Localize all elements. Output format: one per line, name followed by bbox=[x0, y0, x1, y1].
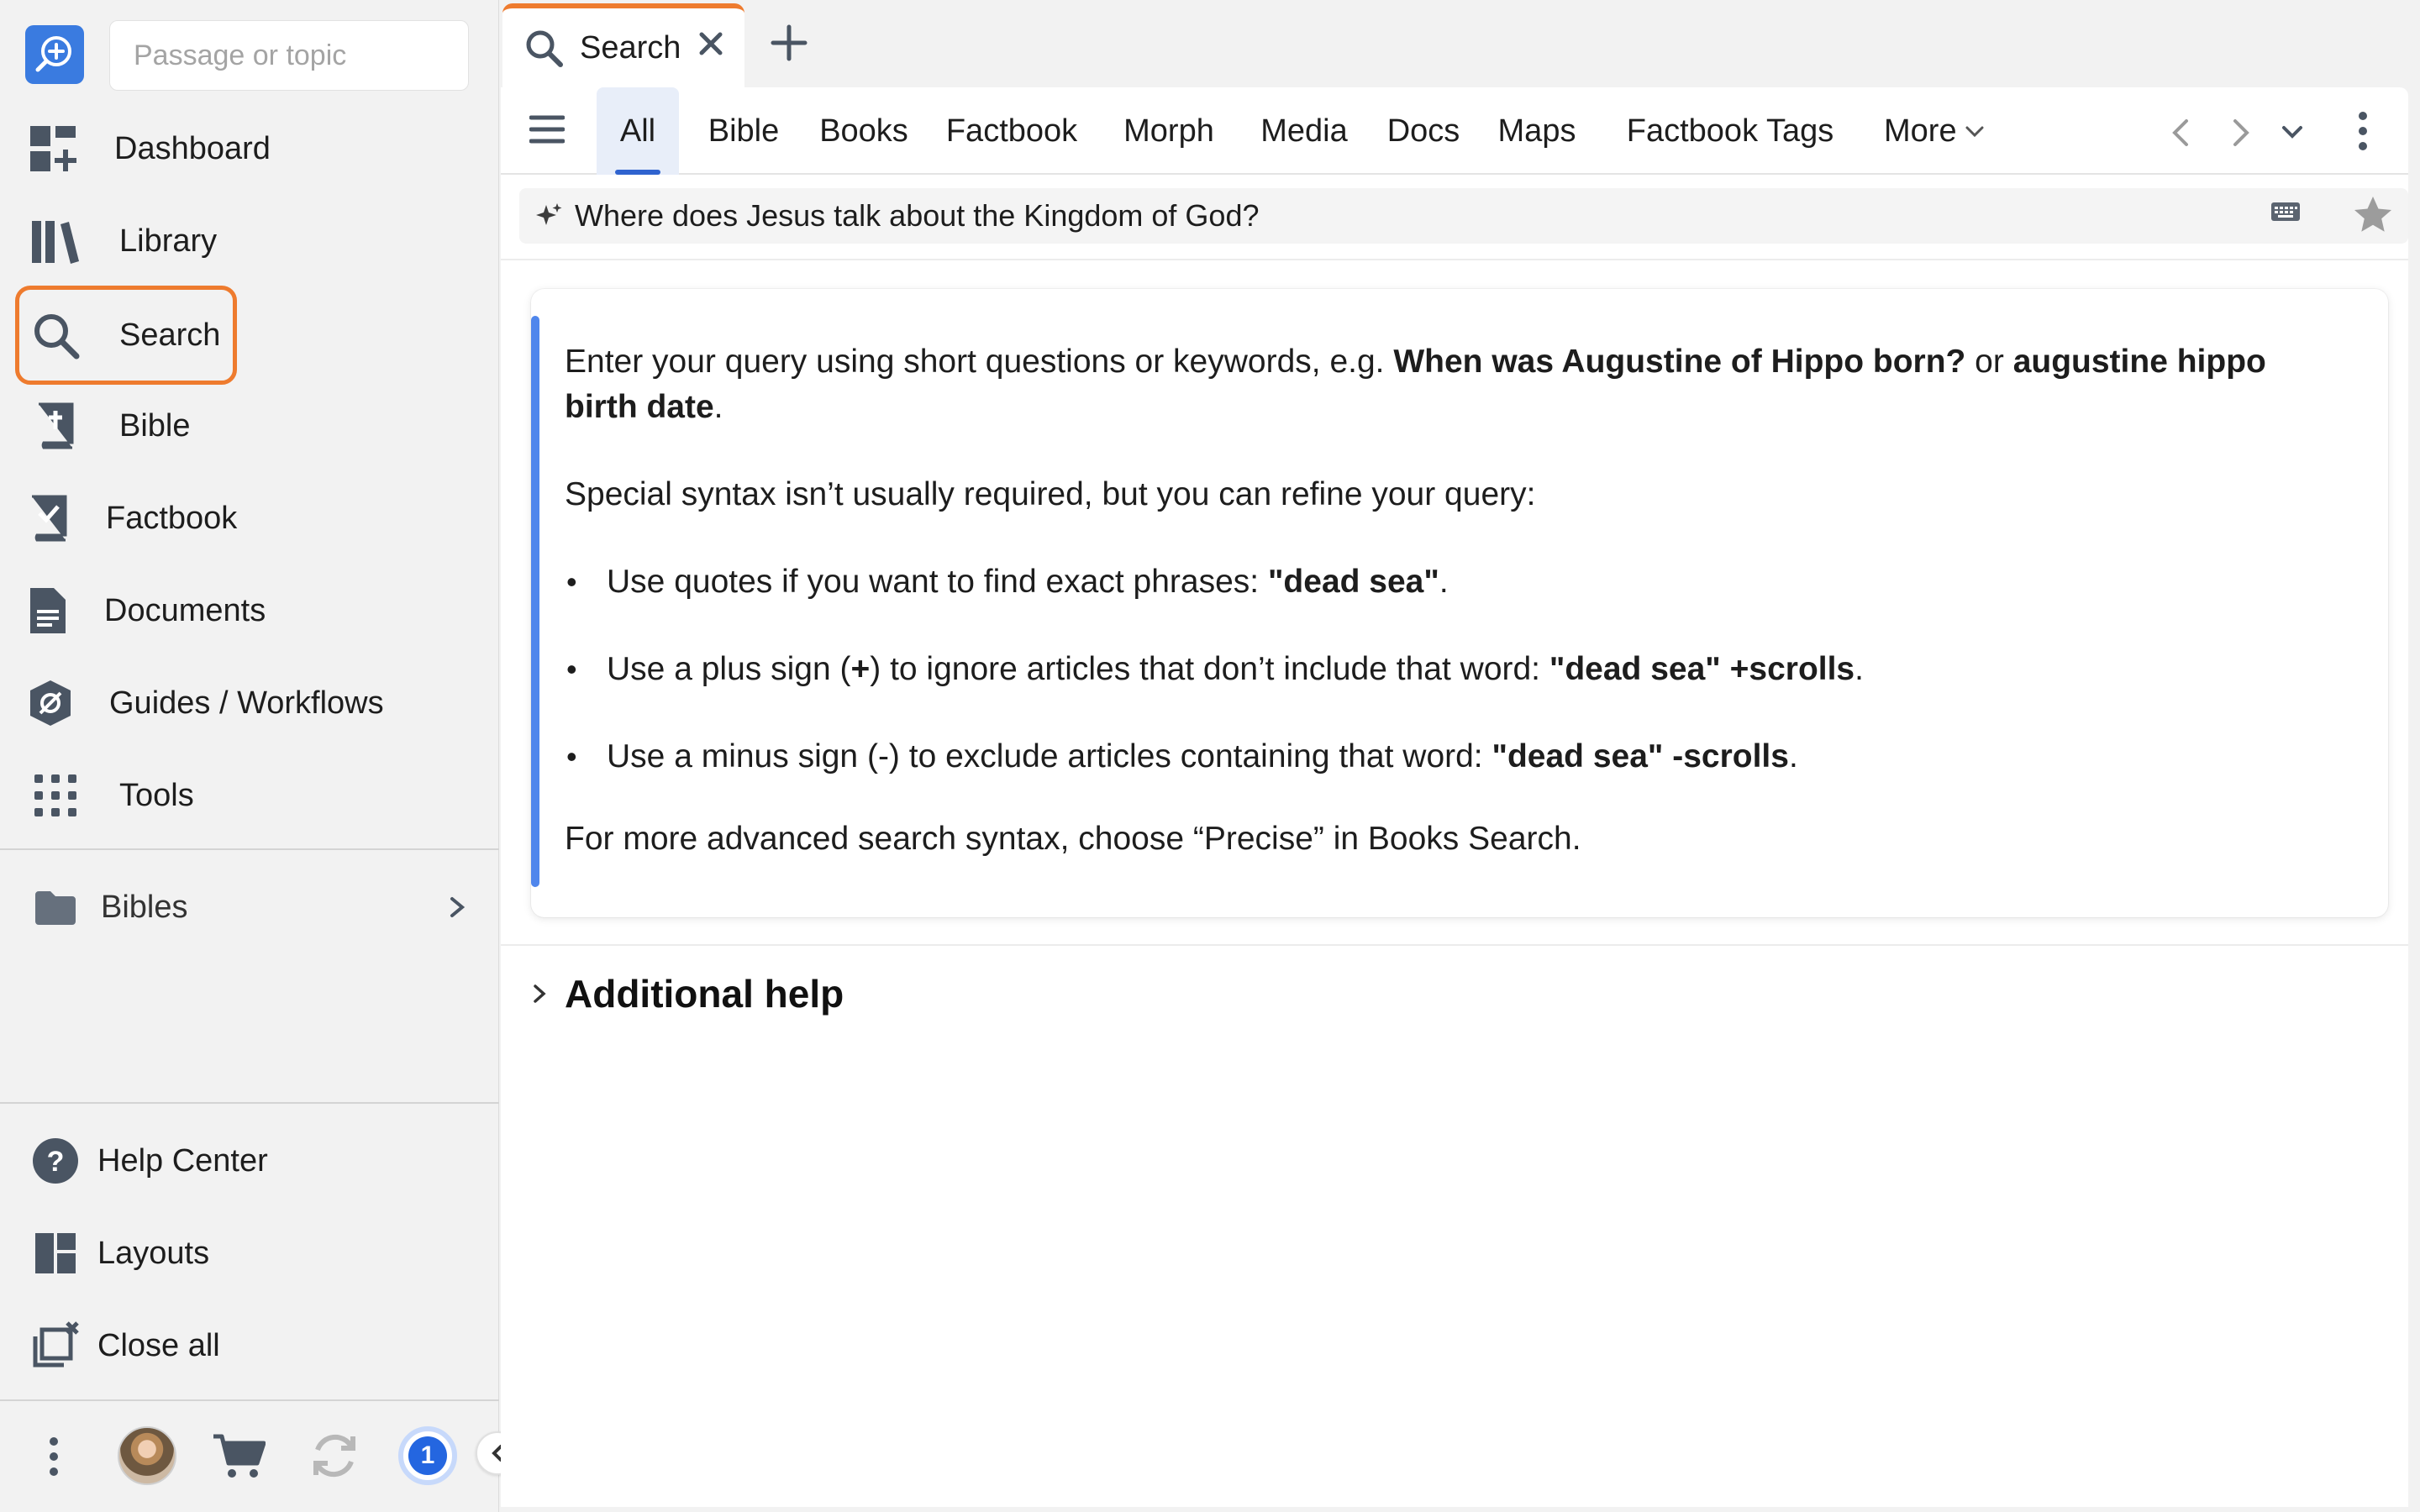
help-advanced: For more advanced search syntax, choose “Precise” in Books Search. bbox=[565, 821, 1581, 857]
close-tab-icon[interactable] bbox=[697, 30, 724, 57]
sidebar-item-label: Help Center bbox=[97, 1142, 268, 1179]
search-icon bbox=[524, 29, 563, 67]
list-item: • Use a plus sign (+) to ignore articles that don’t include that word: "dead sea" +scrolls. bbox=[565, 647, 2346, 692]
tab-label: Maps bbox=[1497, 113, 1576, 149]
notification-badge[interactable] bbox=[398, 1426, 457, 1485]
tab-label: Bible bbox=[708, 113, 780, 149]
tab-strip bbox=[501, 0, 2420, 87]
sidebar-item-label: Factbook bbox=[106, 500, 238, 536]
tab-factbook-tags[interactable] bbox=[1605, 87, 1855, 175]
tab-morph[interactable] bbox=[1107, 87, 1230, 175]
sidebar-item-help-center[interactable] bbox=[0, 1119, 499, 1203]
forward-arrow-icon[interactable] bbox=[2227, 116, 2254, 150]
library-icon bbox=[29, 214, 82, 268]
documents-icon bbox=[29, 584, 67, 638]
sidebar bbox=[0, 0, 499, 1512]
kebab-menu-icon[interactable] bbox=[2354, 111, 2371, 151]
layouts-icon bbox=[30, 1228, 81, 1278]
sidebar-item-label: Dashboard bbox=[114, 130, 271, 166]
card-accent-bar bbox=[531, 316, 539, 887]
close-all-icon bbox=[30, 1320, 81, 1371]
sidebar-item-factbook[interactable] bbox=[15, 472, 238, 564]
sidebar-item-bible[interactable] bbox=[15, 380, 235, 472]
tab-bible[interactable] bbox=[697, 87, 790, 175]
sidebar-item-close-all[interactable] bbox=[0, 1304, 499, 1388]
notification-count: 1 bbox=[408, 1436, 447, 1475]
tab-all[interactable] bbox=[597, 87, 679, 175]
divider bbox=[501, 944, 2408, 946]
tools-grid-icon bbox=[29, 769, 82, 822]
tab-label: Factbook bbox=[945, 113, 1078, 149]
tab-books[interactable] bbox=[812, 87, 916, 175]
tab-label: Media bbox=[1260, 113, 1348, 149]
list-item: • Use quotes if you want to find exact phrases: "dead sea". bbox=[565, 559, 2346, 605]
add-tab-icon[interactable] bbox=[770, 24, 808, 62]
search-icon bbox=[29, 308, 82, 362]
search-help-card bbox=[531, 289, 2388, 917]
help-syntax-note: Special syntax isn’t usually required, but you can refine your query: bbox=[565, 476, 1536, 512]
tab-label: Books bbox=[819, 113, 908, 149]
avatar[interactable] bbox=[118, 1426, 176, 1485]
sidebar-item-label: Documents bbox=[104, 592, 266, 628]
sync-icon[interactable] bbox=[308, 1430, 361, 1482]
factbook-icon bbox=[29, 491, 69, 545]
help-intro: Enter your query using short questions or keywords, e.g. When was Augustine of Hippo born? or augustine hippo birth date. bbox=[565, 344, 2266, 425]
additional-help-toggle[interactable] bbox=[531, 971, 844, 1016]
cart-icon[interactable] bbox=[212, 1431, 266, 1480]
sidebar-item-dashboard[interactable] bbox=[15, 102, 271, 195]
tab-media[interactable] bbox=[1252, 87, 1356, 175]
query-bar[interactable] bbox=[519, 188, 2408, 244]
history-dropdown-icon[interactable] bbox=[2281, 123, 2304, 143]
bible-icon bbox=[29, 399, 82, 453]
dashboard-icon bbox=[29, 122, 77, 176]
sidebar-divider bbox=[0, 1102, 499, 1104]
chevron-down-icon bbox=[1964, 123, 1986, 139]
svg-text:?: ? bbox=[46, 1146, 65, 1178]
sidebar-item-tools[interactable] bbox=[15, 749, 235, 842]
help-bullets bbox=[565, 559, 2346, 780]
sidebar-item-label: Tools bbox=[119, 777, 194, 813]
keyboard-icon[interactable] bbox=[2270, 200, 2301, 223]
sidebar-item-guides[interactable] bbox=[15, 657, 384, 749]
more-label: More bbox=[1884, 113, 1957, 149]
sidebar-divider bbox=[0, 848, 499, 850]
sidebar-folder-bibles[interactable] bbox=[0, 865, 499, 949]
passage-search-input[interactable] bbox=[110, 21, 468, 90]
folder-label: Bibles bbox=[101, 889, 188, 925]
tab-factbook[interactable] bbox=[938, 87, 1086, 175]
tab-label: Morph bbox=[1123, 113, 1214, 149]
tab-label: Factbook Tags bbox=[1626, 113, 1834, 149]
tab-label: Docs bbox=[1386, 113, 1460, 149]
sidebar-item-layouts[interactable] bbox=[0, 1211, 499, 1295]
query-input[interactable] bbox=[575, 198, 2171, 234]
back-arrow-icon[interactable] bbox=[2168, 116, 2195, 150]
hamburger-menu-icon[interactable] bbox=[529, 113, 565, 146]
more-vertical-icon[interactable] bbox=[39, 1436, 69, 1477]
more-tabs-dropdown[interactable] bbox=[1884, 87, 1986, 175]
chevron-right-icon[interactable] bbox=[447, 892, 467, 922]
search-type-tabs bbox=[501, 87, 2408, 175]
tab-search[interactable] bbox=[502, 3, 744, 87]
sidebar-item-library[interactable] bbox=[15, 195, 235, 287]
sidebar-item-label: Close all bbox=[97, 1327, 220, 1363]
chevron-right-icon bbox=[531, 980, 548, 1007]
sidebar-item-search[interactable] bbox=[15, 286, 237, 385]
sidebar-item-documents[interactable] bbox=[15, 564, 266, 657]
tab-maps[interactable] bbox=[1491, 87, 1583, 175]
help-icon bbox=[30, 1136, 81, 1186]
tab-docs[interactable] bbox=[1378, 87, 1469, 175]
tab-label: Search bbox=[580, 29, 681, 66]
favorite-star-icon[interactable] bbox=[2353, 195, 2420, 234]
sidebar-item-label: Guides / Workflows bbox=[109, 685, 384, 721]
divider bbox=[501, 259, 2408, 260]
folder-icon bbox=[32, 884, 79, 931]
sidebar-item-label: Search bbox=[119, 317, 221, 353]
passage-search-field[interactable] bbox=[109, 20, 469, 91]
list-item: • Use a minus sign (-) to exclude articles containing that word: "dead sea" -scrolls. bbox=[565, 734, 2346, 780]
sidebar-item-label: Library bbox=[119, 223, 218, 259]
search-panel bbox=[501, 87, 2408, 1507]
guides-icon bbox=[29, 676, 72, 730]
sidebar-footer bbox=[0, 1401, 499, 1512]
additional-help-heading: Additional help bbox=[565, 972, 844, 1016]
sidebar-item-label: Bible bbox=[119, 407, 191, 444]
sparkle-icon bbox=[534, 202, 563, 230]
app-logo-icon[interactable] bbox=[25, 25, 84, 84]
tab-label: All bbox=[619, 113, 656, 149]
sidebar-item-label: Layouts bbox=[97, 1235, 210, 1271]
